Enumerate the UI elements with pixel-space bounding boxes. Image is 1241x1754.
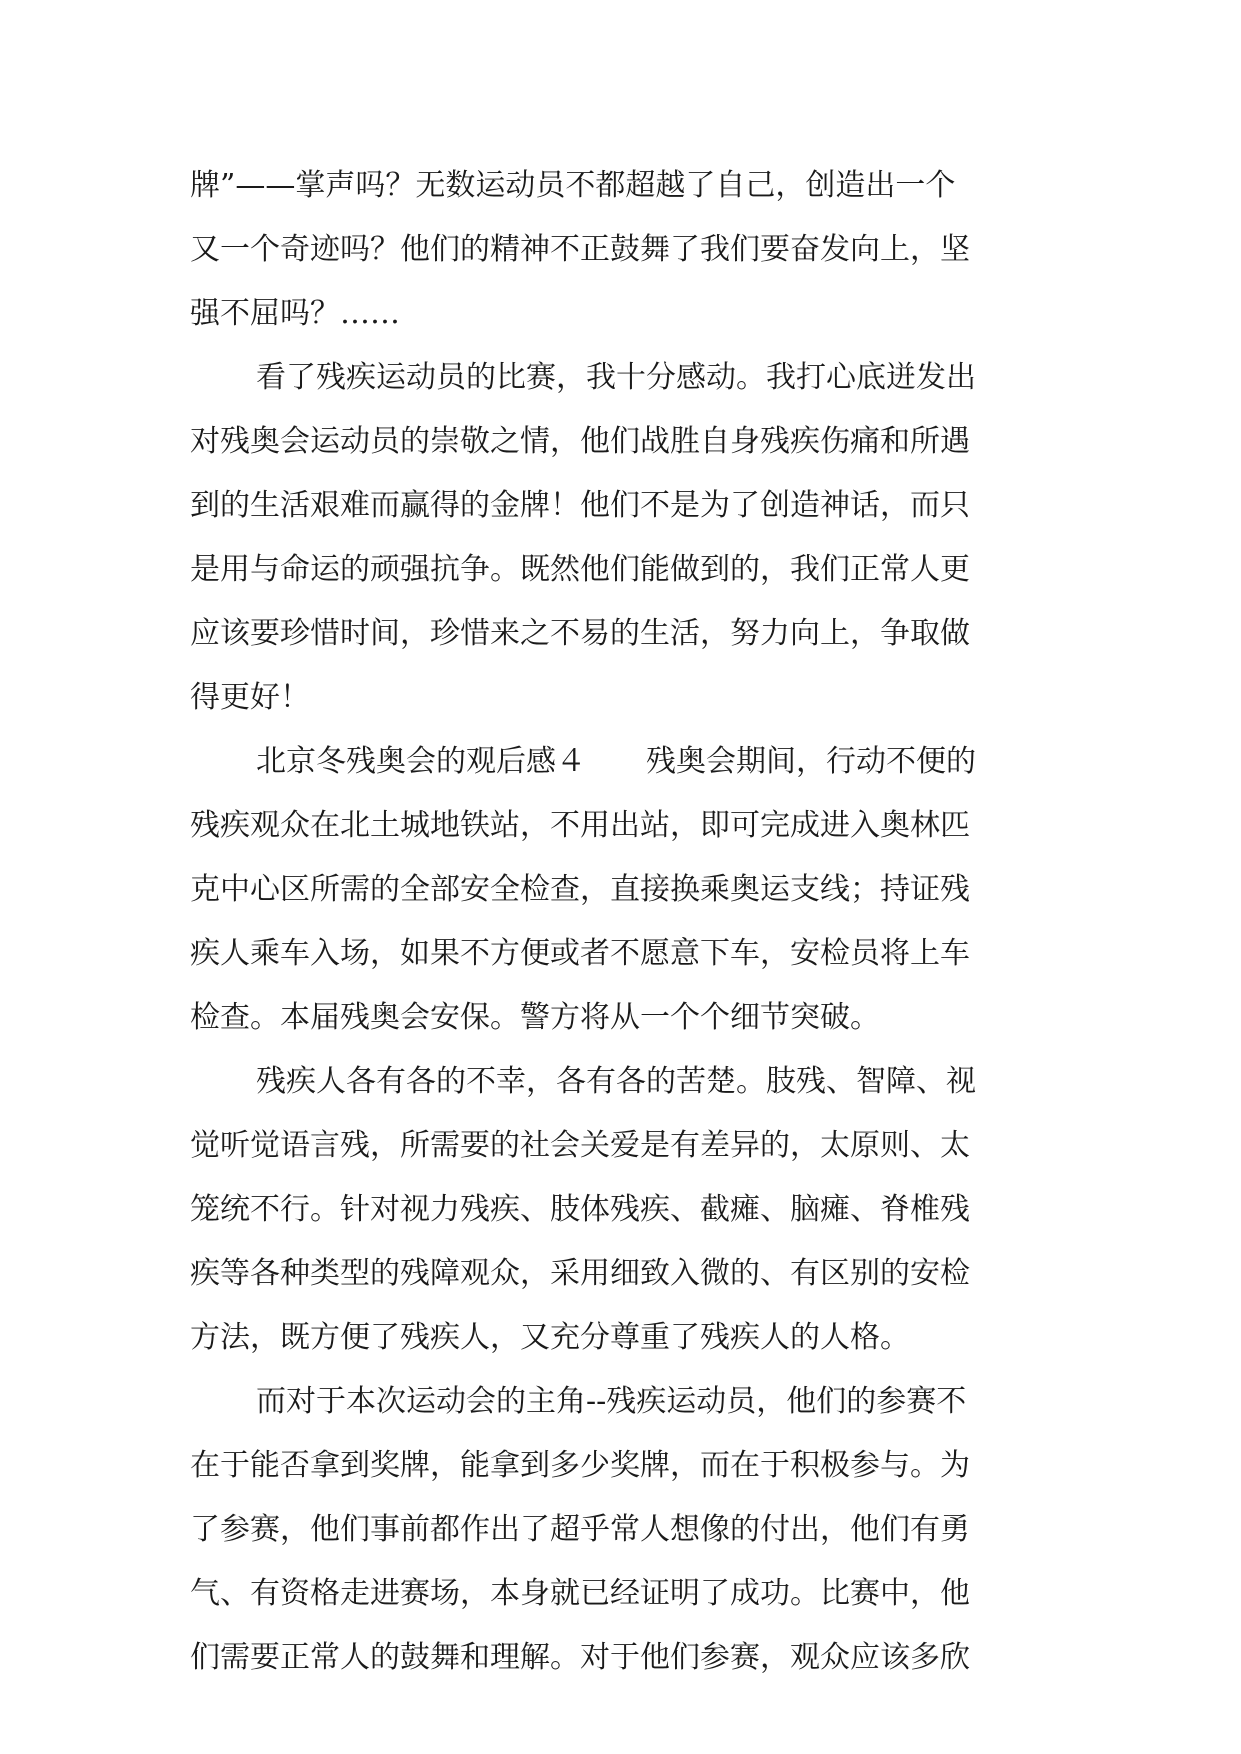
document-body bbox=[190, 154, 1050, 1690]
text-line: 们需要正常人的鼓舞和理解。对于他们参赛，观众应该多欣 bbox=[190, 1640, 970, 1675]
text-line: 疾等各种类型的残障观众，采用细致入微的、有区别的安检 bbox=[190, 1256, 970, 1291]
text-line: 北京冬残奥会的观后感４ 残奥会期间，行动不便的 bbox=[256, 744, 976, 779]
paragraph-3 bbox=[190, 730, 1050, 1050]
text-line: 残疾观众在北土城地铁站，不用出站，即可完成进入奥林匹 bbox=[190, 808, 970, 843]
text-line: 残疾人各有各的不幸，各有各的苦楚。肢残、智障、视 bbox=[256, 1064, 976, 1099]
text-line: 而对于本次运动会的主角--残疾运动员，他们的参赛不 bbox=[256, 1384, 967, 1419]
text-line: 是用与命运的顽强抗争。既然他们能做到的，我们正常人更 bbox=[190, 552, 970, 587]
text-line: 觉听觉语言残，所需要的社会关爱是有差异的，太原则、太 bbox=[190, 1128, 970, 1163]
text-line: 对残奥会运动员的崇敬之情，他们战胜自身残疾伤痛和所遇 bbox=[190, 424, 970, 459]
paragraph-2 bbox=[190, 346, 1050, 730]
paragraph-1 bbox=[190, 154, 1050, 346]
text-line: 应该要珍惜时间，珍惜来之不易的生活，努力向上，争取做 bbox=[190, 616, 970, 651]
text-line: 笼统不行。针对视力残疾、肢体残疾、截瘫、脑瘫、脊椎残 bbox=[190, 1192, 970, 1227]
text-line: 方法，既方便了残疾人，又充分尊重了残疾人的人格。 bbox=[190, 1320, 910, 1355]
text-line: 疾人乘车入场，如果不方便或者不愿意下车，安检员将上车 bbox=[190, 936, 970, 971]
text-line: 牌”——掌声吗？无数运动员不都超越了自己，创造出一个 bbox=[190, 168, 956, 203]
paragraph-5 bbox=[190, 1370, 1050, 1690]
text-line: 强不屈吗？…… bbox=[190, 296, 400, 331]
text-line: 气、有资格走进赛场，本身就已经证明了成功。比赛中，他 bbox=[190, 1576, 970, 1611]
text-line: 了参赛，他们事前都作出了超乎常人想像的付出，他们有勇 bbox=[190, 1512, 970, 1547]
text-line: 到的生活艰难而赢得的金牌！他们不是为了创造神话，而只 bbox=[190, 488, 970, 523]
text-line: 看了残疾运动员的比赛，我十分感动。我打心底迸发出 bbox=[256, 360, 976, 395]
text-line: 又一个奇迹吗？他们的精神不正鼓舞了我们要奋发向上，坚 bbox=[190, 232, 970, 267]
paragraph-4 bbox=[190, 1050, 1050, 1370]
text-line: 克中心区所需的全部安全检查，直接换乘奥运支线；持证残 bbox=[190, 872, 970, 907]
text-line: 得更好！ bbox=[190, 680, 310, 715]
text-line: 在于能否拿到奖牌，能拿到多少奖牌，而在于积极参与。为 bbox=[190, 1448, 970, 1483]
text-line: 检查。本届残奥会安保。警方将从一个个细节突破。 bbox=[190, 1000, 880, 1035]
